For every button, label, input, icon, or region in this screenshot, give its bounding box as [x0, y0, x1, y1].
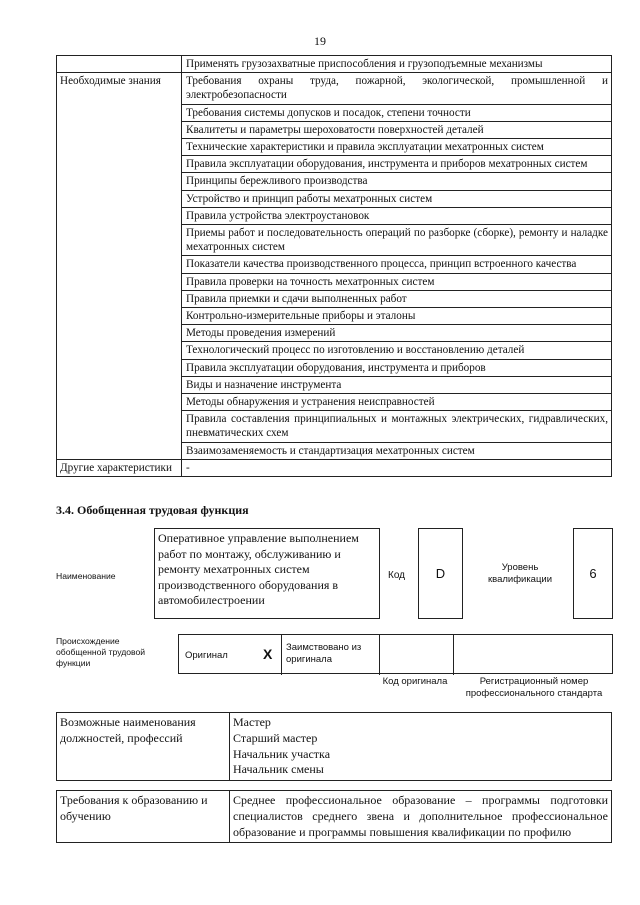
other-label: Другие характеристики: [57, 459, 182, 476]
position-item: Начальник смены: [233, 762, 324, 777]
knowledge-item: Правила эксплуатации оборудования, инструмента и приборов: [182, 359, 612, 376]
positions-values-cell: [230, 713, 612, 781]
knowledge-label: Необходимые знания: [57, 73, 182, 460]
table-row: [57, 791, 612, 843]
divider: [379, 635, 380, 675]
knowledge-item: Приемы работ и последовательность операций по разборке (сборке), ремонту и наладке мехатронных систем: [182, 225, 612, 256]
divider: [281, 635, 282, 675]
code-value: D: [435, 566, 446, 581]
top-row-item: Применять грузозахватные приспособления и грузоподъемные механизмы: [182, 56, 612, 73]
knowledge-item: Взаимозаменяемость и стандартизация мехатронных систем: [182, 442, 612, 459]
knowledge-item: Технические характеристики и правила эксплуатации мехатронных систем: [182, 139, 612, 156]
original-label: Оригинал: [185, 650, 228, 661]
education-value: Среднее профессиональное образование – программы подготовки специалистов среднего звена и дополнительное профессиональное образование и программы повышения квалификации по профилю: [230, 791, 612, 843]
knowledge-item: Виды и назначение инструмента: [182, 376, 612, 393]
education-label: Требования к образованию и обучению: [57, 791, 230, 843]
knowledge-item: Правила приемки и сдачи выполненных работ: [182, 290, 612, 307]
name-label: Наименование: [56, 571, 116, 581]
knowledge-item: Квалитеты и параметры шероховатости поверхностей деталей: [182, 121, 612, 138]
code-label: Код: [388, 570, 406, 581]
knowledge-item: Методы обнаружения и устранения неисправностей: [182, 394, 612, 411]
origin-label: Происхождение обобщенной трудовой функции: [56, 636, 146, 668]
education-table: [56, 790, 612, 843]
knowledge-item: Методы проведения измерений: [182, 325, 612, 342]
knowledge-item: Правила устройства электроустановок: [182, 207, 612, 224]
origin-code-caption: Код оригинала: [382, 676, 448, 687]
knowledge-item: Технологический процесс по изготовлению и восстановлению деталей: [182, 342, 612, 359]
position-item: Начальник участка: [233, 746, 331, 761]
reg-number-caption: Регистрационный номер профессионального стандарта: [465, 676, 603, 699]
divider: [453, 635, 454, 675]
table-row: [57, 73, 612, 104]
other-value: -: [182, 459, 612, 476]
borrowed-label: Заимствовано из оригинала: [286, 642, 362, 665]
knowledge-table: [56, 55, 612, 477]
knowledge-item: Контрольно-измерительные приборы и эталоны: [182, 308, 612, 325]
position-item: Мастер: [233, 715, 271, 729]
knowledge-item: Принципы бережливого производства: [182, 173, 612, 190]
table-row: [57, 459, 612, 476]
origin-grid: [178, 634, 613, 674]
knowledge-item: Правила составления принципиальных и монтажных электрических, гидравлических, пневматических схем: [182, 411, 612, 442]
section-title: 3.4. Обобщенная трудовая функция: [56, 503, 249, 517]
page-number: 19: [314, 34, 326, 48]
function-name: Оперативное управление выполнением работ по монтажу, обслуживанию и ремонту мехатронных систем производственного оборудования в автомобилестроении: [158, 531, 359, 607]
knowledge-item: Устройство и принцип работы мехатронных систем: [182, 190, 612, 207]
position-item: Старший мастер: [233, 730, 318, 745]
level-label: Уровень квалификации: [487, 562, 553, 585]
knowledge-item: Требования системы допусков и посадок, степени точности: [182, 104, 612, 121]
original-mark: X: [263, 646, 273, 662]
function-name-box: [154, 528, 380, 619]
empty-label-cell: [57, 56, 182, 73]
knowledge-item: Требования охраны труда, пожарной, экологической, промышленной и электробезопасности: [182, 73, 612, 104]
positions-table: [56, 712, 612, 781]
table-row: [57, 713, 612, 781]
table-row: [57, 56, 612, 73]
level-value-box: [573, 528, 613, 619]
positions-label: Возможные наименования должностей, профессий: [57, 713, 230, 781]
knowledge-item: Показатели качества производственного процесса, принцип встроенного качества: [182, 256, 612, 273]
knowledge-item: Правила эксплуатации оборудования, инструмента и приборов мехатронных систем: [182, 156, 612, 173]
knowledge-item: Правила проверки на точность мехатронных систем: [182, 273, 612, 290]
code-value-box: [418, 528, 463, 619]
level-value: 6: [589, 566, 597, 581]
